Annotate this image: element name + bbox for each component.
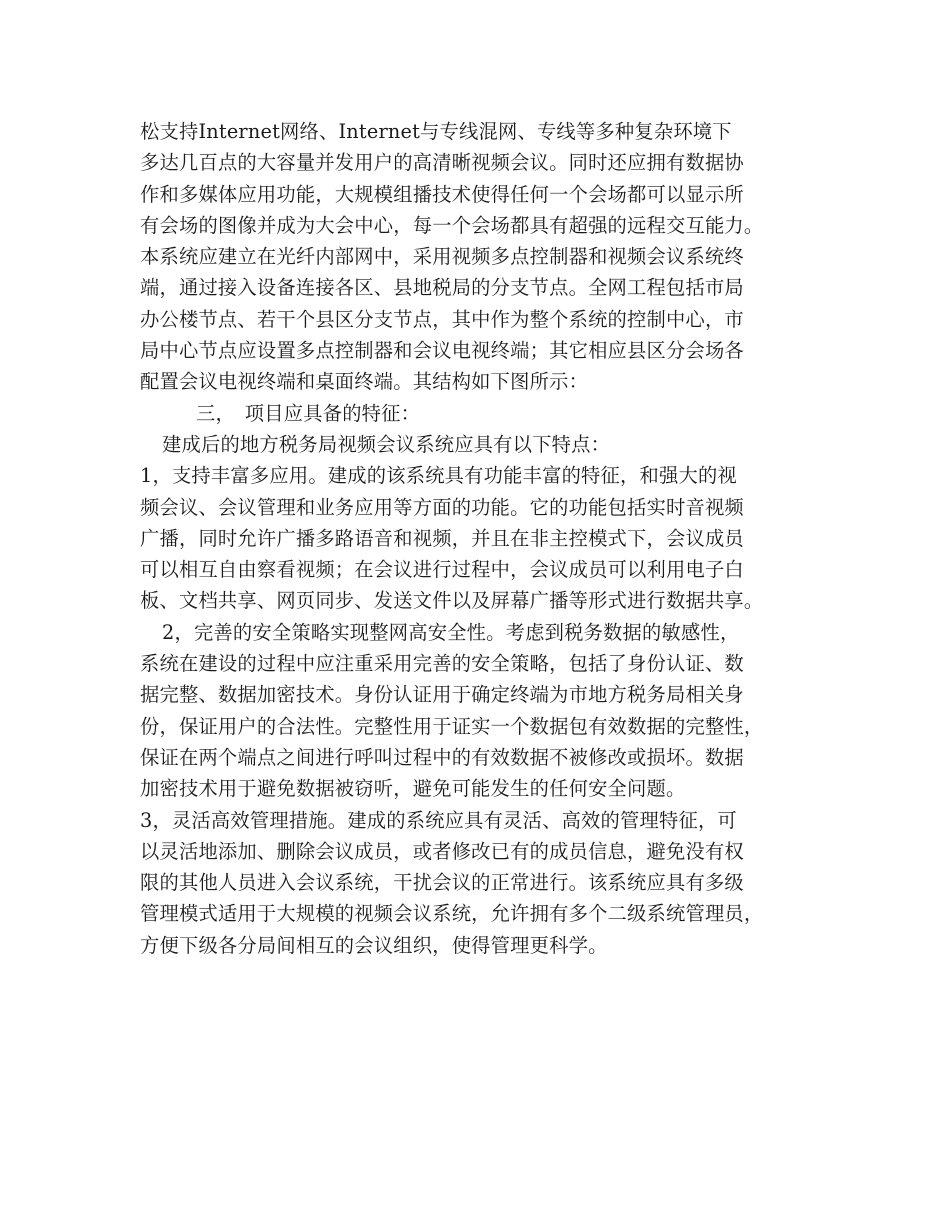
section-heading: 三， 项目应具备的特征： (196, 401, 421, 425)
text-line: 局中心节点应设置多点控制器和会议电视终端；其它相应县区分会场各 (140, 339, 744, 363)
text-line: 配置会议电视终端和桌面终端。其结构如下图所示： (140, 370, 589, 394)
text-line: 管理模式适用于大规模的视频会议系统，允许拥有多个二级系统管理员， (140, 902, 764, 926)
text-line: 端，通过接入设备连接各区、县地税局的分支节点。全网工程包括市局 (140, 276, 744, 300)
text-line: 限的其他人员进入会议系统，干扰会议的正常进行。该系统应具有多级 (140, 871, 744, 895)
text-line: 板、文档共享、网页同步、发送文件以及屏幕广播等形式进行数据共享。 (140, 589, 764, 613)
text-line: 份，保证用户的合法性。完整性用于证实一个数据包有效数据的完整性， (140, 714, 764, 738)
text-line: 频会议、会议管理和业务应用等方面的功能。它的功能包括实时音视频 (140, 495, 744, 519)
text-line: 保证在两个端点之间进行呼叫过程中的有效数据不被修改或损坏。数据 (140, 745, 744, 769)
text-line: 以灵活地添加、删除会议成员，或者修改已有的成员信息，避免没有权 (140, 839, 744, 863)
text-line: 建成后的地方税务局视频会议系统应具有以下特点： (162, 432, 611, 456)
text-line: 办公楼节点、若干个县区分支节点，其中作为整个系统的控制中心，市 (140, 307, 744, 331)
text-line: 多达几百点的大容量并发用户的高清晰视频会议。同时还应拥有数据协 (140, 151, 744, 175)
text-line: 本系统应建立在光纤内部网中，采用视频多点控制器和视频会议系统终 (140, 245, 744, 269)
text-line: 系统在建设的过程中应注重采用完善的安全策略，包括了身份认证、数 (140, 652, 744, 676)
text-line: 作和多媒体应用功能，大规模组播技术使得任何一个会场都可以显示所 (140, 182, 744, 206)
text-line: 方便下级各分局间相互的会议组织，使得管理更科学。 (140, 933, 608, 957)
text-line: 加密技术用于避免数据被窃听，避免可能发生的任何安全问题。 (140, 777, 686, 801)
text-line: 2，完善的安全策略实现整网高安全性。考虑到税务数据的敏感性， (162, 620, 740, 644)
text-line: 广播，同时允许广播多路语音和视频，并且在非主控模式下，会议成员 (140, 526, 744, 550)
text-line: 1，支持丰富多应用。建成的该系统具有功能丰富的特征，和强大的视 (140, 464, 737, 488)
text-line: 可以相互自由察看视频；在会议进行过程中，会议成员可以利用电子白 (140, 558, 744, 582)
text-line: 有会场的图像并成为大会中心，每一个会场都具有超强的远程交互能力。 (140, 213, 764, 237)
document-body (140, 116, 830, 961)
text-line: 松支持Internet网络、Internet与专线混网、专线等多种复杂环境下 (140, 120, 732, 143)
text-line: 据完整、数据加密技术。身份认证用于确定终端为市地方税务局相关身 (140, 683, 744, 707)
text-line: 3，灵活高效管理措施。建成的系统应具有灵活、高效的管理特征，可 (140, 808, 737, 832)
